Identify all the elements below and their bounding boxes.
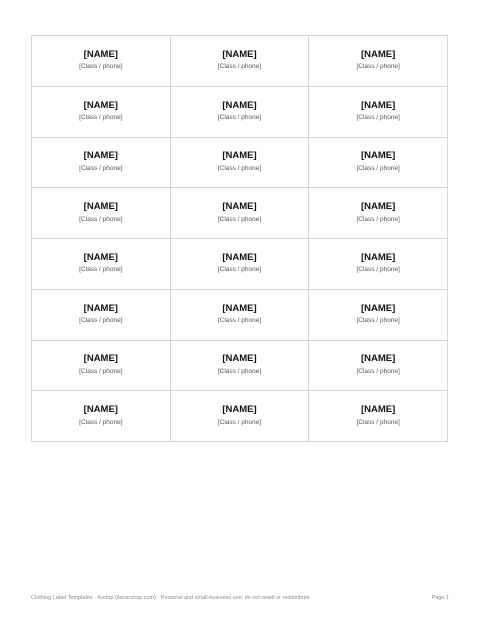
label-cell — [171, 290, 310, 341]
label-name-placeholder: [NAME] — [361, 48, 396, 60]
label-sub-placeholder: [Class / phone] — [356, 114, 400, 122]
label-sub-placeholder: [Class / phone] — [356, 418, 400, 426]
label-name-placeholder: [NAME] — [222, 404, 257, 416]
label-name-placeholder: [NAME] — [361, 353, 396, 365]
label-name-placeholder: [NAME] — [361, 404, 396, 416]
label-cell — [32, 36, 171, 87]
label-sub-placeholder: [Class / phone] — [356, 266, 400, 274]
page-footer — [31, 596, 449, 602]
label-name-placeholder: [NAME] — [83, 201, 118, 213]
label-sub-placeholder: [Class / phone] — [217, 63, 262, 71]
footer-page-number: Page 1 — [431, 595, 449, 601]
label-cell — [309, 391, 448, 442]
label-name-placeholder: [NAME] — [222, 99, 257, 111]
label-cell — [309, 341, 448, 392]
label-sub-placeholder: [Class / phone] — [356, 215, 400, 223]
label-cell — [32, 188, 171, 239]
label-name-placeholder: [NAME] — [222, 353, 257, 365]
label-name-placeholder: [NAME] — [361, 302, 396, 314]
label-cell — [309, 36, 448, 87]
label-cell — [309, 138, 448, 189]
label-name-placeholder: [NAME] — [83, 48, 118, 60]
label-cell — [309, 239, 448, 290]
label-sub-placeholder: [Class / phone] — [79, 266, 123, 274]
label-name-placeholder: [NAME] — [83, 99, 118, 111]
label-cell — [171, 341, 310, 392]
label-cell — [171, 239, 310, 290]
label-name-placeholder: [NAME] — [83, 251, 118, 263]
label-sub-placeholder: [Class / phone] — [356, 317, 400, 325]
label-name-placeholder: [NAME] — [222, 302, 257, 314]
label-cell — [309, 188, 448, 239]
label-sub-placeholder: [Class / phone] — [79, 164, 123, 172]
label-name-placeholder: [NAME] — [361, 251, 396, 263]
label-sub-placeholder: [Class / phone] — [79, 317, 123, 325]
label-grid — [31, 35, 448, 442]
label-cell — [171, 391, 310, 442]
label-sub-placeholder: [Class / phone] — [217, 164, 262, 172]
label-name-placeholder: [NAME] — [222, 251, 257, 263]
label-sub-placeholder: [Class / phone] — [79, 215, 123, 223]
label-cell — [171, 36, 310, 87]
label-name-placeholder: [NAME] — [83, 404, 118, 416]
label-name-placeholder: [NAME] — [361, 201, 396, 213]
label-name-placeholder: [NAME] — [361, 150, 396, 162]
label-name-placeholder: [NAME] — [222, 150, 257, 162]
label-name-placeholder: [NAME] — [222, 48, 257, 60]
label-sub-placeholder: [Class / phone] — [356, 367, 400, 375]
footer-credit-text: Clothing Label Templates · Kedop (ilanarshop.com) · Personal and small-business use; do not resell or redistribute. — [31, 595, 312, 601]
label-cell — [32, 391, 171, 442]
label-cell — [171, 138, 310, 189]
label-cell — [32, 239, 171, 290]
label-cell — [32, 290, 171, 341]
label-cell — [32, 138, 171, 189]
label-name-placeholder: [NAME] — [83, 302, 118, 314]
label-sub-placeholder: [Class / phone] — [356, 164, 400, 172]
label-sub-placeholder: [Class / phone] — [217, 215, 262, 223]
label-name-placeholder: [NAME] — [83, 353, 118, 365]
label-name-placeholder: [NAME] — [361, 99, 396, 111]
label-sub-placeholder: [Class / phone] — [217, 266, 262, 274]
label-cell — [32, 341, 171, 392]
label-name-placeholder: [NAME] — [222, 201, 257, 213]
label-cell — [171, 188, 310, 239]
label-sub-placeholder: [Class / phone] — [217, 317, 262, 325]
label-sub-placeholder: [Class / phone] — [217, 367, 262, 375]
label-cell — [309, 87, 448, 138]
label-sub-placeholder: [Class / phone] — [79, 63, 123, 71]
label-sub-placeholder: [Class / phone] — [79, 114, 123, 122]
label-cell — [309, 290, 448, 341]
label-name-placeholder: [NAME] — [83, 150, 118, 162]
label-cell — [32, 87, 171, 138]
label-sub-placeholder: [Class / phone] — [79, 367, 123, 375]
label-sub-placeholder: [Class / phone] — [217, 418, 262, 426]
label-sub-placeholder: [Class / phone] — [217, 114, 262, 122]
label-cell — [171, 87, 310, 138]
label-sub-placeholder: [Class / phone] — [356, 63, 400, 71]
label-sub-placeholder: [Class / phone] — [79, 418, 123, 426]
